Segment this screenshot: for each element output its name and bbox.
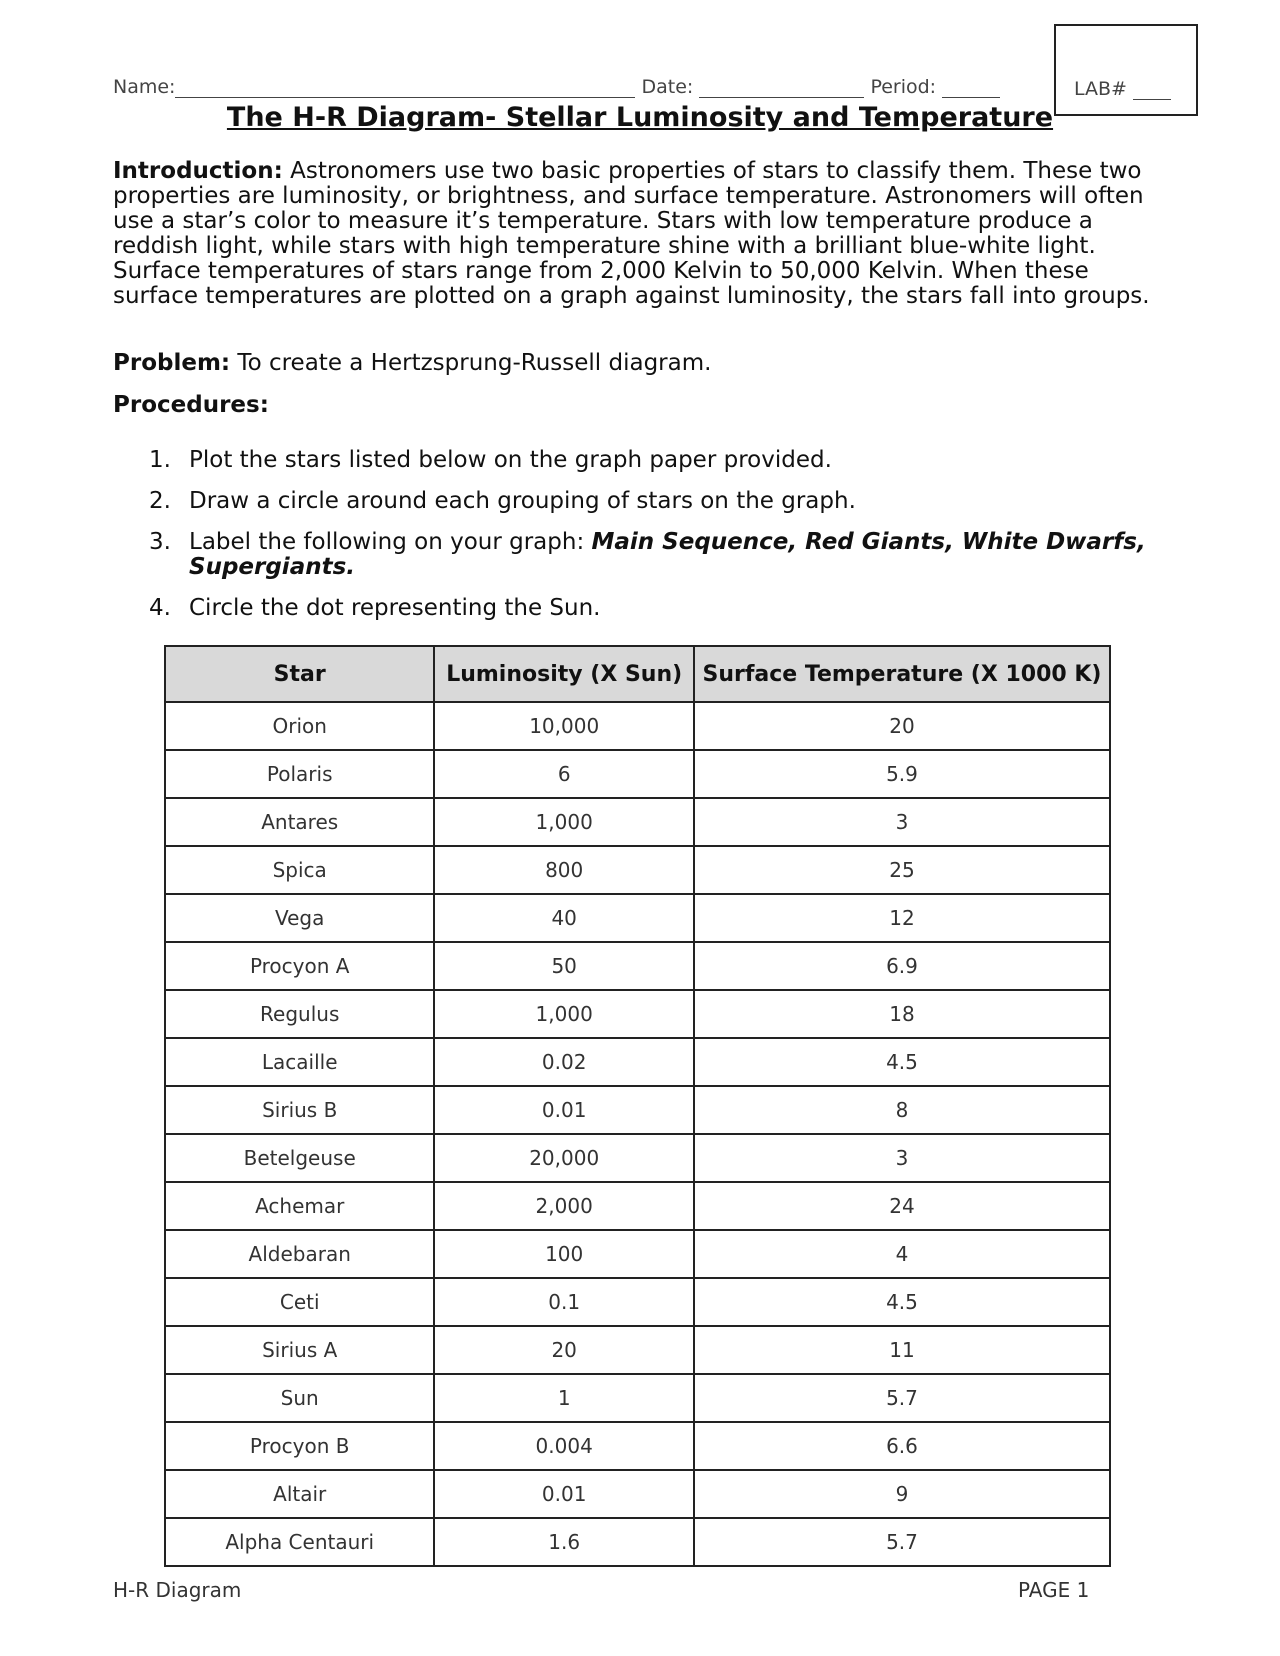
cell-star-name: Sun — [165, 1374, 434, 1422]
step-emphasis: Main Sequence, Red Giants, White Dwarfs, Supergiants. — [189, 529, 1146, 580]
cell-luminosity: 0.01 — [434, 1086, 694, 1134]
step-text: Draw a circle around each grouping of stars on the graph. — [189, 488, 856, 514]
procedure-steps — [113, 448, 1173, 637]
lab-blank — [1133, 81, 1171, 100]
date-blank — [699, 79, 864, 98]
column-header-star: Star — [165, 646, 434, 702]
cell-star-name: Vega — [165, 894, 434, 942]
table-row — [165, 990, 1110, 1038]
cell-luminosity: 1,000 — [434, 798, 694, 846]
cell-luminosity: 1 — [434, 1374, 694, 1422]
procedures-heading: Procedures: — [113, 392, 269, 418]
cell-star-name: Spica — [165, 846, 434, 894]
table-row — [165, 750, 1110, 798]
cell-luminosity: 6 — [434, 750, 694, 798]
cell-temperature: 8 — [694, 1086, 1110, 1134]
table-row — [165, 846, 1110, 894]
step-number: 3. — [149, 529, 171, 555]
cell-temperature: 25 — [694, 846, 1110, 894]
date-label: Date: — [641, 76, 694, 98]
cell-temperature: 4.5 — [694, 1038, 1110, 1086]
page-title: The H-R Diagram- Stellar Luminosity and Temperature — [226, 102, 1054, 133]
step-text: Plot the stars listed below on the graph paper provided. — [189, 447, 832, 473]
column-header-temperature: Surface Temperature (X 1000 K) — [694, 646, 1110, 702]
cell-luminosity: 50 — [434, 942, 694, 990]
step-number: 4. — [149, 595, 171, 621]
cell-temperature: 5.9 — [694, 750, 1110, 798]
table-row — [165, 942, 1110, 990]
cell-luminosity: 0.02 — [434, 1038, 694, 1086]
cell-star-name: Sirius B — [165, 1086, 434, 1134]
cell-luminosity: 40 — [434, 894, 694, 942]
table-row — [165, 798, 1110, 846]
procedure-step — [113, 596, 1173, 621]
cell-star-name: Lacaille — [165, 1038, 434, 1086]
cell-temperature: 11 — [694, 1326, 1110, 1374]
table-row — [165, 1134, 1110, 1182]
table-row — [165, 702, 1110, 750]
cell-luminosity: 0.01 — [434, 1470, 694, 1518]
cell-luminosity: 1,000 — [434, 990, 694, 1038]
procedure-step — [113, 489, 1173, 514]
footer-page-number: PAGE 1 — [1018, 1578, 1090, 1602]
cell-luminosity: 2,000 — [434, 1182, 694, 1230]
lab-number-field — [1074, 78, 1171, 100]
cell-temperature: 20 — [694, 702, 1110, 750]
cell-temperature: 24 — [694, 1182, 1110, 1230]
cell-star-name: Aldebaran — [165, 1230, 434, 1278]
step-text: Circle the dot representing the Sun. — [189, 595, 601, 621]
introduction-label: Introduction: — [113, 158, 283, 184]
cell-luminosity: 1.6 — [434, 1518, 694, 1566]
cell-star-name: Regulus — [165, 990, 434, 1038]
table-row — [165, 1086, 1110, 1134]
cell-temperature: 3 — [694, 1134, 1110, 1182]
cell-luminosity: 0.1 — [434, 1278, 694, 1326]
procedure-step — [113, 448, 1173, 473]
cell-temperature: 4 — [694, 1230, 1110, 1278]
cell-star-name: Procyon B — [165, 1422, 434, 1470]
table-row — [165, 1278, 1110, 1326]
problem-text: To create a Hertzsprung-Russell diagram. — [230, 350, 712, 376]
table-row — [165, 1038, 1110, 1086]
cell-star-name: Achemar — [165, 1182, 434, 1230]
cell-luminosity: 100 — [434, 1230, 694, 1278]
cell-star-name: Orion — [165, 702, 434, 750]
problem-paragraph — [113, 351, 1173, 376]
cell-temperature: 3 — [694, 798, 1110, 846]
cell-temperature: 5.7 — [694, 1374, 1110, 1422]
step-number: 1. — [149, 447, 171, 473]
cell-temperature: 12 — [694, 894, 1110, 942]
cell-temperature: 6.6 — [694, 1422, 1110, 1470]
cell-luminosity: 0.004 — [434, 1422, 694, 1470]
table-row — [165, 1230, 1110, 1278]
cell-star-name: Polaris — [165, 750, 434, 798]
table-row — [165, 1374, 1110, 1422]
cell-temperature: 6.9 — [694, 942, 1110, 990]
name-label: Name: — [113, 76, 176, 98]
cell-temperature: 5.7 — [694, 1518, 1110, 1566]
table-row — [165, 1326, 1110, 1374]
table-header-row — [165, 646, 1110, 702]
procedure-step — [113, 530, 1173, 580]
cell-luminosity: 800 — [434, 846, 694, 894]
table-row — [165, 1182, 1110, 1230]
lab-label: LAB# — [1074, 78, 1127, 100]
cell-star-name: Altair — [165, 1470, 434, 1518]
cell-star-name: Antares — [165, 798, 434, 846]
cell-star-name: Ceti — [165, 1278, 434, 1326]
header-fields — [113, 76, 1013, 98]
cell-luminosity: 20,000 — [434, 1134, 694, 1182]
cell-star-name: Alpha Centauri — [165, 1518, 434, 1566]
step-text: Label the following on your graph: — [189, 529, 592, 555]
cell-luminosity: 20 — [434, 1326, 694, 1374]
problem-label: Problem: — [113, 350, 231, 376]
cell-temperature: 18 — [694, 990, 1110, 1038]
cell-luminosity: 10,000 — [434, 702, 694, 750]
column-header-luminosity: Luminosity (X Sun) — [434, 646, 694, 702]
star-data-table — [164, 645, 1111, 1567]
table-row — [165, 894, 1110, 942]
period-blank — [942, 79, 1000, 98]
table-row — [165, 1422, 1110, 1470]
period-label: Period: — [870, 76, 937, 98]
cell-star-name: Sirius A — [165, 1326, 434, 1374]
cell-star-name: Procyon A — [165, 942, 434, 990]
table-row — [165, 1518, 1110, 1566]
cell-temperature: 9 — [694, 1470, 1110, 1518]
footer-document-name: H-R Diagram — [113, 1578, 242, 1602]
cell-star-name: Betelgeuse — [165, 1134, 434, 1182]
introduction-paragraph — [113, 159, 1173, 309]
cell-temperature: 4.5 — [694, 1278, 1110, 1326]
name-blank — [175, 79, 635, 98]
step-number: 2. — [149, 488, 171, 514]
introduction-text: Astronomers use two basic properties of stars to classify them. These two properties are luminosity, or brightness, and surface temperature. Astronomers will often use a star’s color to measure it’s temperature. Stars with low temperature produce a reddish light, while stars with high temperature shine with a brilliant blue-white light. Surface temperatures of stars range from 2,000 Kelvin to 50,000 Kelvin. When these surface temperatures are plotted on a graph against luminosity, the stars fall into groups. — [113, 158, 1150, 309]
table-row — [165, 1470, 1110, 1518]
